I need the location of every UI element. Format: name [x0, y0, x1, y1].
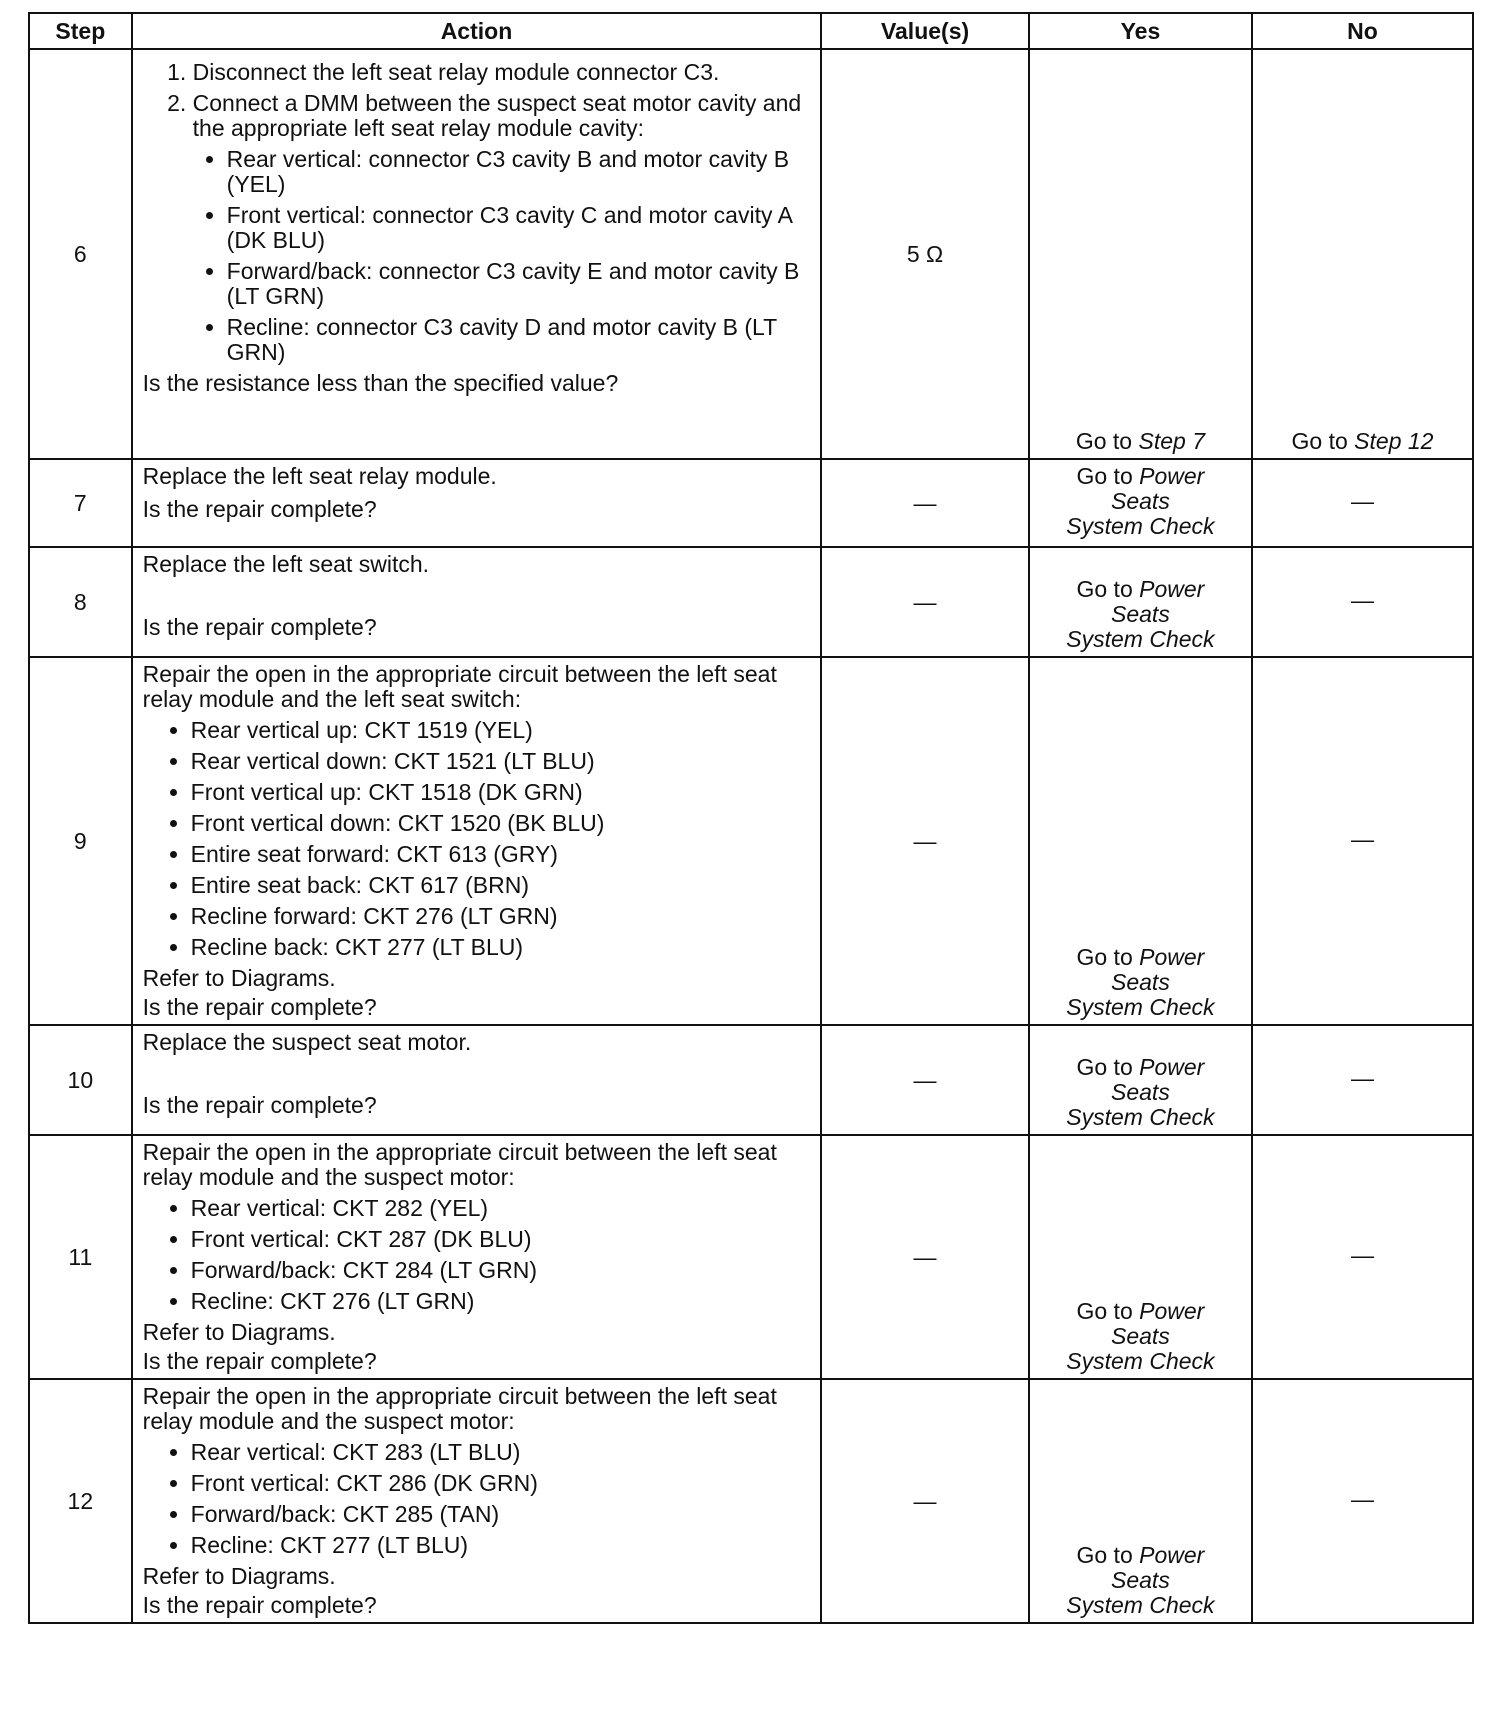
go-to-text: Go to: [1076, 1542, 1133, 1568]
header-action: Action: [132, 13, 822, 49]
go-to-text: Go to: [1291, 428, 1348, 454]
header-step: Step: [29, 13, 132, 49]
go-to-text: Go to: [1076, 944, 1133, 970]
bullet-item: • Recline: CKT 277 (LT BLU): [191, 1533, 811, 1558]
bullet-item: • Entire seat back: CKT 617 (BRN): [191, 873, 811, 898]
seats-text: Seats: [1111, 1567, 1170, 1593]
action-cell: [132, 49, 822, 459]
action-cell: [132, 459, 822, 547]
value-cell: —: [821, 547, 1029, 657]
system-check-link: System Check: [1066, 1592, 1215, 1618]
step-number: 12: [29, 1379, 132, 1623]
list-item: 1. Disconnect the left seat relay module connector C3.: [193, 60, 811, 85]
list-item: [193, 91, 811, 365]
bullet-item: • Recline back: CKT 277 (LT BLU): [191, 935, 811, 960]
bullet-item: • Front vertical down: CKT 1520 (BK BLU): [191, 811, 811, 836]
bullet-list: [193, 147, 811, 365]
action-text: Repair the open in the appropriate circuit between the left seat relay module and the suspect motor:: [142, 1139, 777, 1190]
bullet-item: • Forward/back: CKT 285 (TAN): [191, 1502, 811, 1527]
go-to-text: Go to: [1075, 428, 1133, 454]
value-cell: 5 Ω: [821, 49, 1029, 459]
table-row-step-8: [29, 547, 1473, 657]
question-text: Is the repair complete?: [142, 1092, 377, 1118]
question-text: Is the repair complete?: [142, 496, 377, 522]
bullet-item: • Rear vertical: CKT 282 (YEL): [191, 1196, 811, 1221]
no-cell: [1252, 49, 1473, 459]
no-cell: —: [1252, 657, 1473, 1025]
seats-text: Seats: [1111, 1323, 1170, 1349]
question-text: Is the repair complete?: [142, 994, 377, 1020]
yes-cell: [1029, 459, 1252, 547]
spacer: [143, 585, 811, 615]
value-cell: —: [821, 657, 1029, 1025]
power-text: Power: [1139, 576, 1205, 602]
bullet-item: • Entire seat forward: CKT 613 (GRY): [191, 842, 811, 867]
step-number: 6: [29, 49, 132, 459]
list-item-text: Connect a DMM between the suspect seat motor cavity and the appropriate left seat relay module cavity:: [192, 90, 802, 141]
action-cell: [132, 1025, 822, 1135]
no-target: Step 12: [1354, 428, 1434, 454]
power-text: Power: [1139, 462, 1205, 489]
refer-text: Refer to Diagrams.: [142, 965, 336, 991]
bullet-item: • Recline: CKT 276 (LT GRN): [191, 1289, 811, 1314]
bullet-list: [143, 1196, 811, 1314]
action-text: Replace the left seat switch.: [142, 551, 430, 577]
power-text: Power: [1139, 1542, 1205, 1568]
value-cell: —: [821, 1025, 1029, 1135]
no-cell: —: [1252, 1025, 1473, 1135]
action-text: Replace the suspect seat motor.: [142, 1029, 472, 1055]
question-text: Is the repair complete?: [142, 614, 377, 640]
yes-target: Step 7: [1138, 428, 1205, 454]
spacer: [143, 1063, 811, 1093]
system-check-link: System Check: [1066, 626, 1215, 652]
table-row-step-6: [29, 49, 1473, 459]
seats-text: Seats: [1111, 1079, 1170, 1105]
go-to-text: Go to: [1076, 1054, 1133, 1080]
action-cell: [132, 1379, 822, 1623]
system-check-link: System Check: [1066, 994, 1215, 1020]
yes-cell: [1029, 547, 1252, 657]
bullet-item: • Rear vertical up: CKT 1519 (YEL): [191, 718, 811, 743]
seats-text: Seats: [1111, 601, 1170, 627]
diagnostic-table: [28, 12, 1474, 1624]
table-row-step-10: [29, 1025, 1473, 1135]
system-check-link: System Check: [1066, 512, 1215, 539]
power-text: Power: [1139, 1298, 1205, 1324]
bullet-item: • Front vertical: CKT 287 (DK BLU): [191, 1227, 811, 1252]
no-cell: —: [1252, 1135, 1473, 1379]
bullet-item: • Front vertical: CKT 286 (DK GRN): [191, 1471, 811, 1496]
seats-text: Seats: [1111, 969, 1170, 995]
system-check-link: System Check: [1066, 1104, 1215, 1130]
yes-cell: [1029, 657, 1252, 1025]
go-to-text: Go to: [1076, 462, 1133, 489]
question-text: Is the repair complete?: [142, 1348, 377, 1374]
refer-text: Refer to Diagrams.: [142, 1563, 336, 1589]
bullet-list: [143, 1440, 811, 1558]
bullet-item: • Rear vertical: CKT 283 (LT BLU): [191, 1440, 811, 1465]
no-cell: —: [1252, 1379, 1473, 1623]
value-cell: —: [821, 459, 1029, 547]
table-row-step-11: [29, 1135, 1473, 1379]
refer-text: Refer to Diagrams.: [142, 1319, 336, 1345]
header-values: Value(s): [821, 13, 1029, 49]
action-cell: [132, 547, 822, 657]
yes-cell: [1029, 49, 1252, 459]
no-cell: —: [1252, 459, 1473, 547]
bullet-item: • Forward/back: CKT 284 (LT GRN): [191, 1258, 811, 1283]
bullet-item: • Front vertical up: CKT 1518 (DK GRN): [191, 780, 811, 805]
value-cell: —: [821, 1135, 1029, 1379]
no-cell: —: [1252, 547, 1473, 657]
yes-cell: [1029, 1135, 1252, 1379]
step-number: 10: [29, 1025, 132, 1135]
bullet-list: [143, 718, 811, 960]
step-number: 9: [29, 657, 132, 1025]
go-to-text: Go to: [1076, 576, 1133, 602]
action-text: Repair the open in the appropriate circuit between the left seat relay module and the suspect motor:: [142, 1383, 777, 1434]
header-yes: Yes: [1029, 13, 1252, 49]
power-text: Power: [1139, 1054, 1205, 1080]
table-row-step-9: [29, 657, 1473, 1025]
question-text: Is the resistance less than the specified value?: [142, 370, 619, 396]
bullet-item: • Recline forward: CKT 276 (LT GRN): [191, 904, 811, 929]
value-cell: —: [821, 1379, 1029, 1623]
bullet-item: • Recline: connector C3 cavity D and motor cavity B (LT GRN): [227, 315, 811, 365]
step-number: 11: [29, 1135, 132, 1379]
action-cell: [132, 657, 822, 1025]
step-number: 8: [29, 547, 132, 657]
header-no: No: [1252, 13, 1473, 49]
go-to-text: Go to: [1076, 1298, 1133, 1324]
action-text: Replace the left seat relay module.: [142, 463, 497, 489]
system-check-link: System Check: [1066, 1348, 1215, 1374]
bullet-item: • Rear vertical down: CKT 1521 (LT BLU): [191, 749, 811, 774]
yes-cell: [1029, 1025, 1252, 1135]
bullet-item: • Rear vertical: connector C3 cavity B and motor cavity B (YEL): [227, 147, 811, 197]
action-cell: [132, 1135, 822, 1379]
table-row-step-12: [29, 1379, 1473, 1623]
seats-text: Seats: [1111, 487, 1170, 514]
yes-cell: [1029, 1379, 1252, 1623]
step-number: 7: [29, 459, 132, 547]
numbered-list: [143, 60, 811, 365]
table-row-step-7: [29, 459, 1473, 547]
power-text: Power: [1139, 944, 1205, 970]
bullet-item: • Forward/back: connector C3 cavity E and motor cavity B (LT GRN): [227, 259, 811, 309]
header-row: [29, 13, 1473, 49]
question-text: Is the repair complete?: [142, 1592, 377, 1618]
bullet-item: • Front vertical: connector C3 cavity C and motor cavity A (DK BLU): [227, 203, 811, 253]
action-text: Repair the open in the appropriate circuit between the left seat relay module and the left seat switch:: [142, 661, 777, 712]
